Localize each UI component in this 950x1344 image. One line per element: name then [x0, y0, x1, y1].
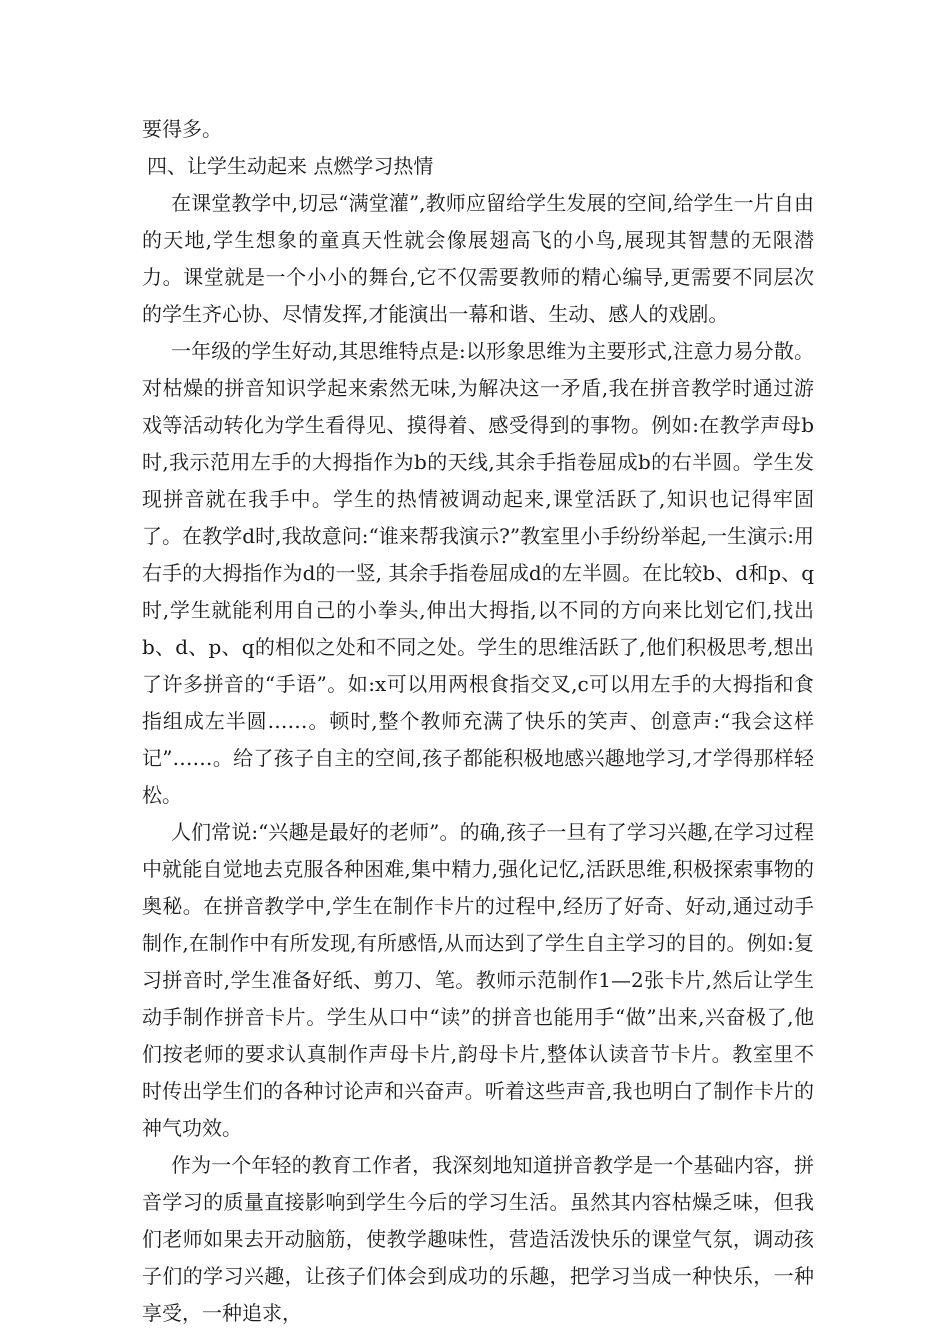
paragraph: 作为一个年轻的教育工作者，我深刻地知道拼音教学是一个基础内容，拼音学习的质量直接影响到学生今后的学习生活。虽然其内容枯燥乏味，但我们老师如果去开动脑筋，使教学趣味性，营造活泼快乐的课堂气氛，调动孩子们的学习兴趣，让孩子们体会到成功的乐趣，把学习当成一种快乐，一种享受，一种追求， — [142, 1153, 814, 1325]
paragraph: 一年级的学生好动,其思维特点是:以形象思维为主要形式,注意力易分散。对枯燥的拼音知识学起来索然无味,为解决这一矛盾,我在拼音教学时通过游戏等活动转化为学生看得见、摸得着、感受得到的事物。例如:在教学声母b时,我示范用左手的大拇指作为b的天线,其余手指卷屈成b的右半圆。学生发现拼音就在我手中。学生的热情被调动起来,课堂活跃了,知识也记得牢固了。在教学d时,我故意问:“谁来帮我演示?”教室里小手纷纷举起,一生演示:用右手的大拇指作为d的一竖, 其余手指卷屈成d的左半圆。在比较b、d和p、q时,学生就能利用自己的小拳头,伸出大拇指,以不同的方向来比划它们,找出b、d、p、q的相似之处和不同之处。学生的思维活跃了,他们积极思考,想出了许多拼音的“手语”。如:x可以用两根食指交叉,c可以用左手的大拇指和食指组成左半圆……。顿时,整个教师充满了快乐的笑声、创意声:“我会这样记”……。给了孩子自主的空间,孩子都能积极地感兴趣地学习,才学得那样轻松。 — [142, 339, 814, 807]
paragraph: 人们常说:“兴趣是最好的老师”。的确,孩子一旦有了学习兴趣,在学习过程中就能自觉地去克服各种困难,集中精力,强化记忆,活跃思维,积极探索事物的奥秘。在拼音教学中,学生在制作卡片的过程中,经历了好奇、好动,通过动手制作,在制作中有所发现,有所感悟,从而达到了学生自主学习的目的。例如:复习拼音时,学生准备好纸、剪刀、笔。教师示范制作1—2张卡片,然后让学生动手制作拼音卡片。学生从口中“读”的拼音也能用手“做”出来,兴奋极了,他们按老师的要求认真制作声母卡片,韵母卡片,整体认读音节卡片。教室里不时传出学生们的各种讨论声和兴奋声。听着这些声音,我也明白了制作卡片的神气功效。 — [142, 820, 814, 1140]
paragraph-continuation: 要得多。 — [142, 117, 222, 141]
paragraph: 在课堂教学中,切忌“满堂灌”,教师应留给学生发展的空间,给学生一片自由的天地,学生想象的童真天性就会像展翅高飞的小鸟,展现其智慧的无限潜力。课堂就是一个小小的舞台,它不仅需要教师的精心编导,更需要不同层次的学生齐心协、尽情发挥,才能演出一幕和谐、生动、感人的戏剧。 — [142, 191, 814, 326]
section-heading: 四、让学生动起来 点燃学习热情 — [147, 154, 434, 178]
document-body — [142, 111, 814, 1332]
